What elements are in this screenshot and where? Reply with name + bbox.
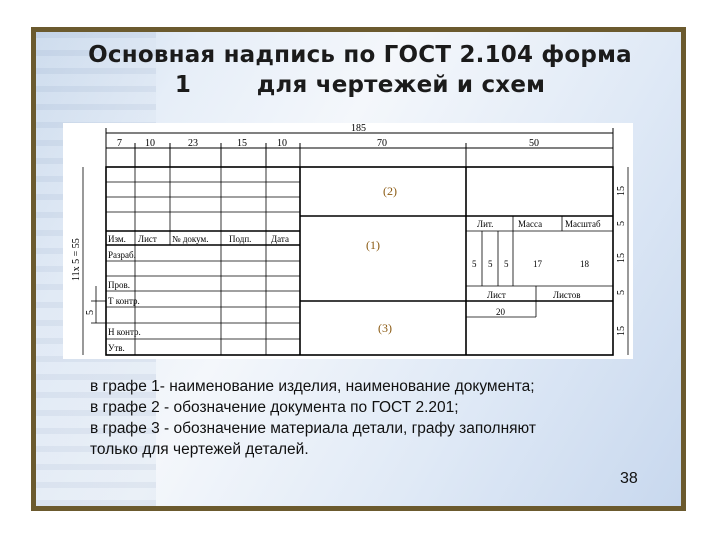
right-dim-2: 5 <box>616 221 627 226</box>
sheet-label: Лист <box>487 290 506 300</box>
title-block-drawing <box>63 123 633 359</box>
header-izm: Изм. <box>108 234 126 244</box>
description-line-1: в графе 1- наименование изделия, наименование документа; <box>90 378 535 395</box>
title-line-2: 1 для чертежей и схем <box>174 72 546 98</box>
header-list: Лист <box>138 234 157 244</box>
dim-col-7: 50 <box>529 138 539 149</box>
stage-dim-1: 5 <box>472 259 477 269</box>
header-date: Дата <box>271 234 289 244</box>
stage-dim-5: 18 <box>580 259 589 269</box>
stage-dim-4: 17 <box>533 259 542 269</box>
dim-185-label: 185 <box>351 123 366 134</box>
right-dim-5: 15 <box>616 326 627 336</box>
row-utv: Утв. <box>108 343 125 353</box>
header-signature: Подп. <box>229 234 252 244</box>
right-dim-3: 15 <box>616 253 627 263</box>
title-line-1: Основная надпись по ГОСТ 2.104 форма <box>88 42 632 68</box>
left-small-dim: 5 <box>85 310 96 315</box>
left-dim-label: 11x 5 = 55 <box>71 238 82 281</box>
header-doc-number: № докум. <box>172 234 209 244</box>
field-2-label: (2) <box>383 184 397 198</box>
description-line-2: в графе 2 - обозначение документа по ГОСТ 2.201; <box>90 399 459 416</box>
right-dim-4: 5 <box>616 290 627 295</box>
row-t-kontr: Т контр. <box>108 296 140 306</box>
dim-col-2: 10 <box>145 138 155 149</box>
description-line-4: только для чертежей деталей. <box>90 441 309 458</box>
dim-20-label: 20 <box>496 307 505 317</box>
right-dim-1: 15 <box>616 186 627 196</box>
description-line-3: в графе 3 - обозначение материала детали, графу заполняют <box>90 420 536 437</box>
stage-lit: Лит. <box>477 219 494 229</box>
row-razrab: Разраб. <box>108 250 136 260</box>
row-prov: Пров. <box>108 280 130 290</box>
stage-dim-3: 5 <box>504 259 509 269</box>
title-block-svg <box>63 123 633 359</box>
field-1-label: (1) <box>366 238 380 252</box>
dim-col-4: 15 <box>237 138 247 149</box>
dim-col-3: 23 <box>188 138 198 149</box>
stage-dim-2: 5 <box>488 259 493 269</box>
dim-col-5: 10 <box>277 138 287 149</box>
page-number: 38 <box>620 470 638 487</box>
dim-col-6: 70 <box>377 138 387 149</box>
field-3-label: (3) <box>378 321 392 335</box>
row-n-kontr: Н контр. <box>108 327 141 337</box>
stage-mass: Масса <box>518 219 543 229</box>
sheets-label: Листов <box>553 290 581 300</box>
slide-title <box>40 40 680 100</box>
dim-col-1: 7 <box>117 138 122 149</box>
stage-scale: Масштаб <box>565 219 601 229</box>
description-text <box>90 376 650 460</box>
